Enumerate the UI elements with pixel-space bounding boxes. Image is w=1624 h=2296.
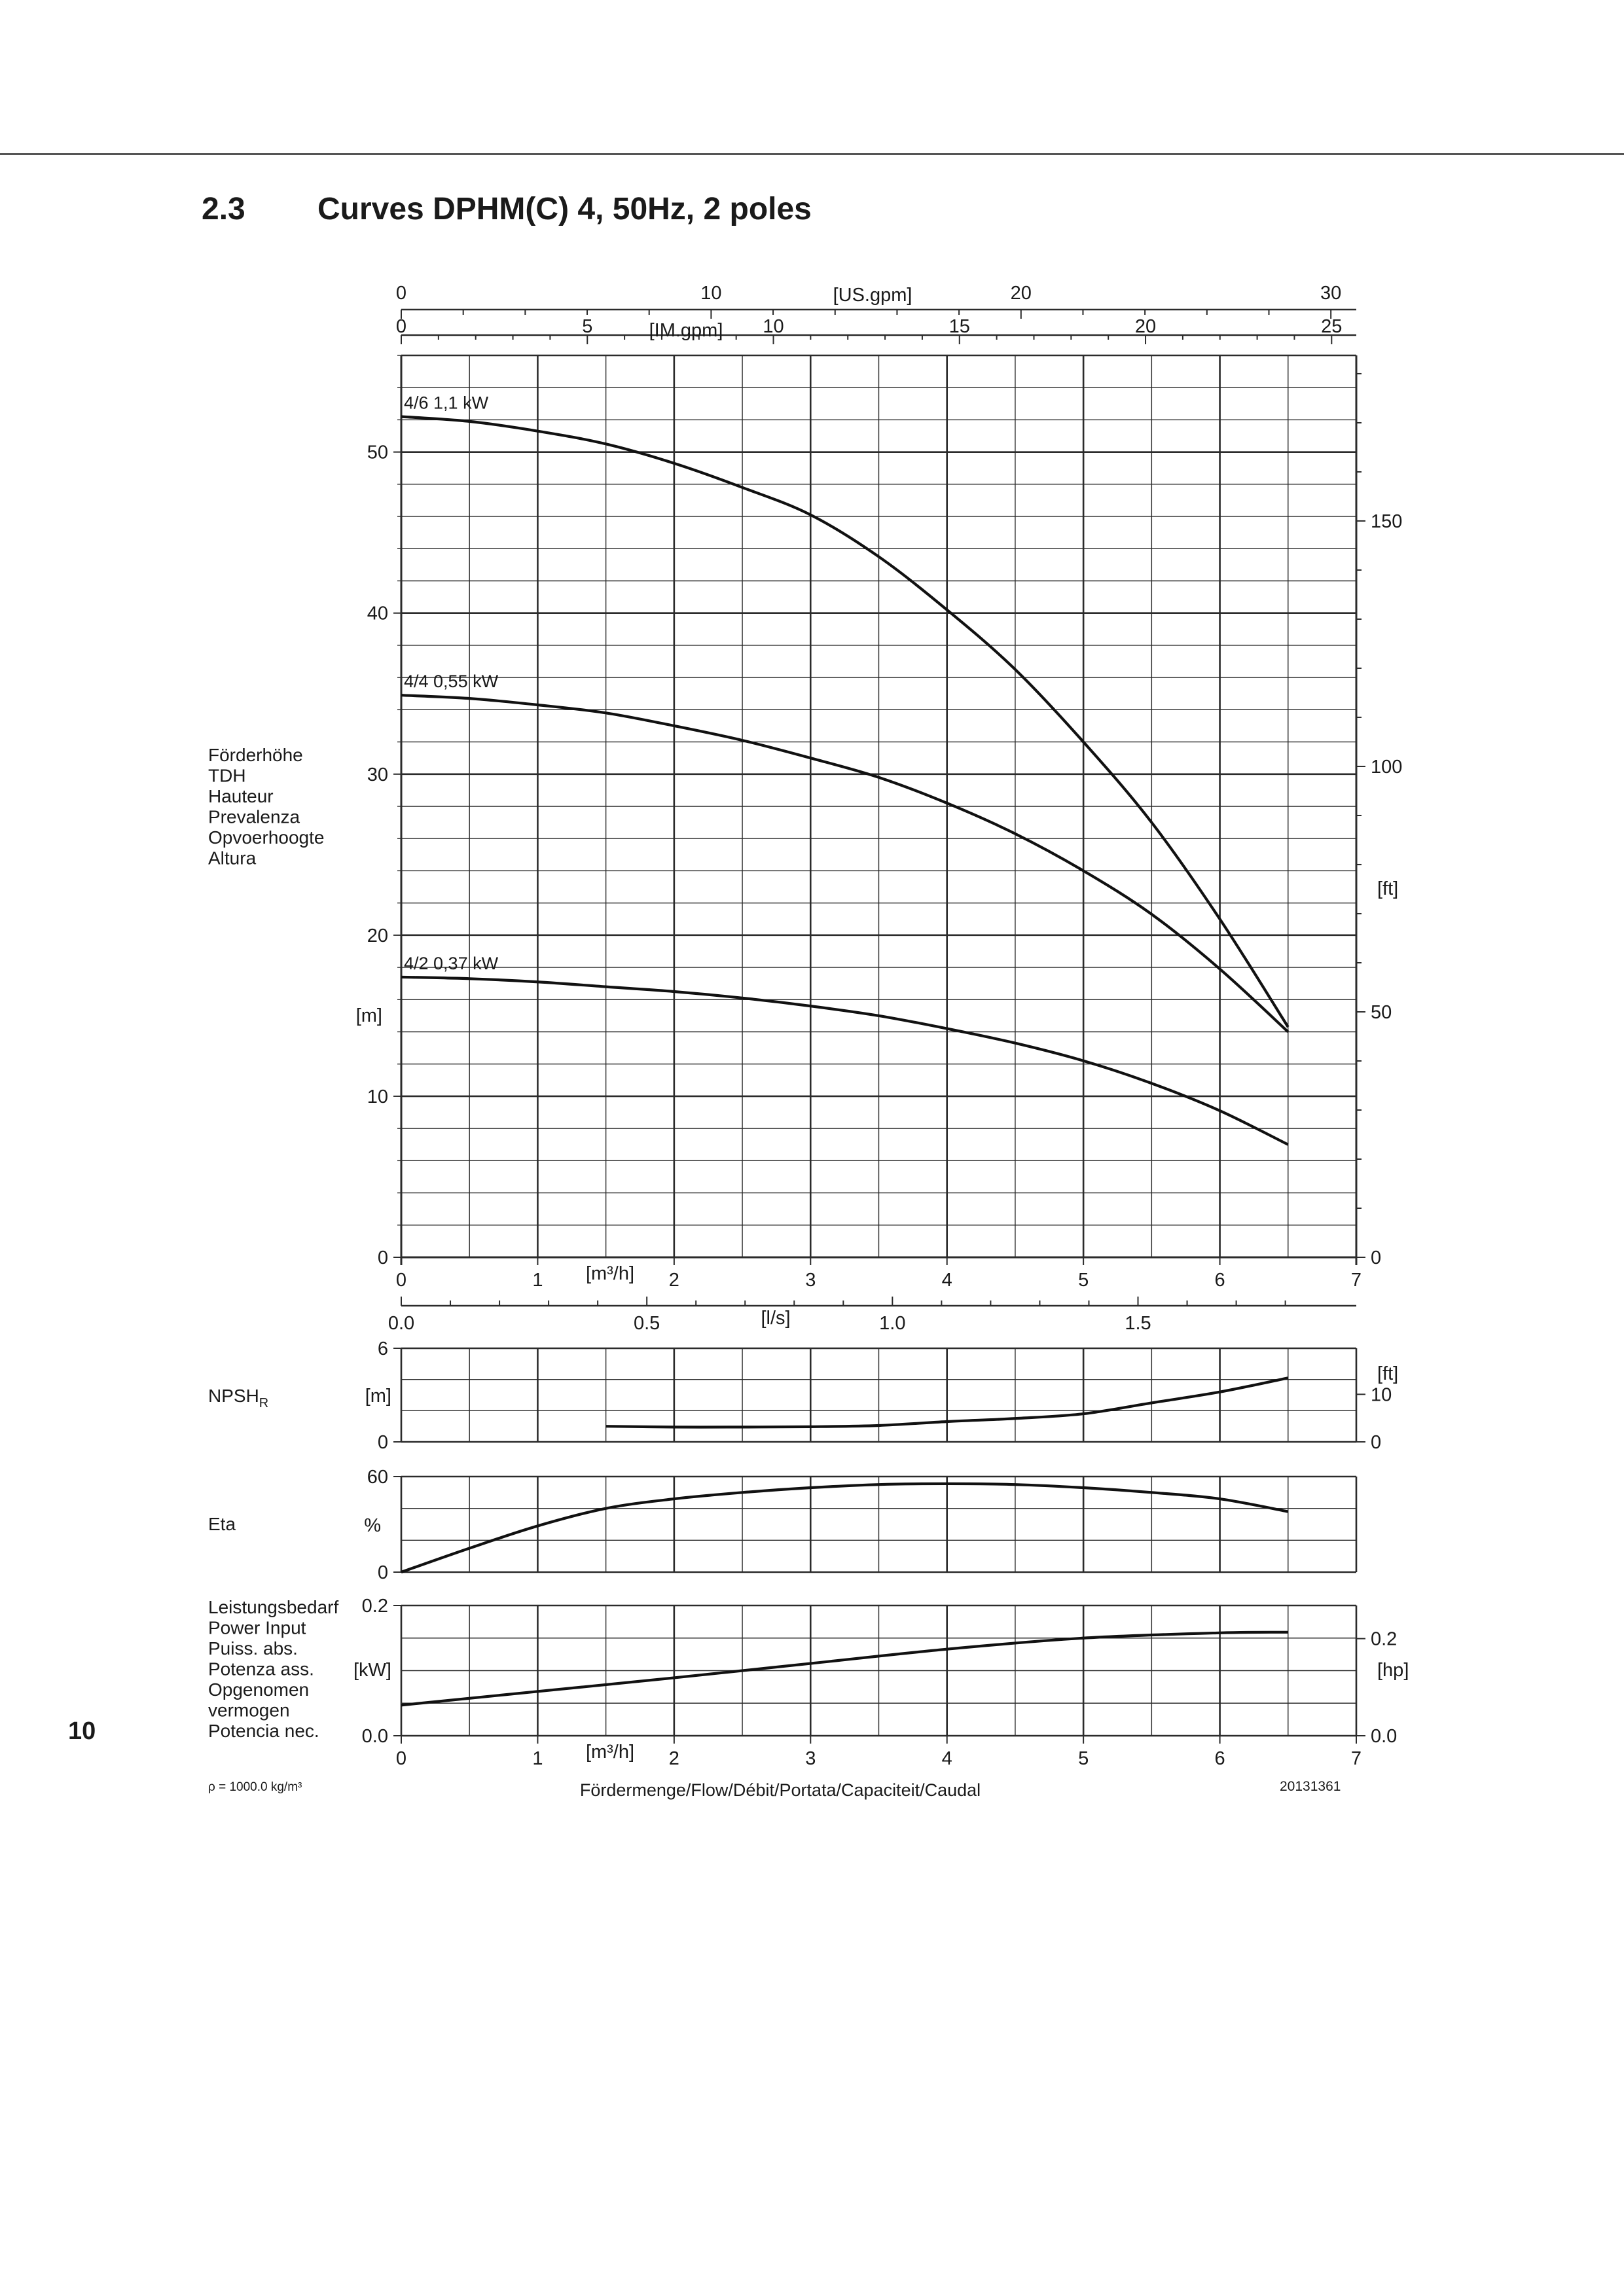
- head-right-tick-label: 100: [1371, 756, 1403, 778]
- x-tick-label: 3: [805, 1270, 816, 1291]
- ls-tick-label: 1.5: [1125, 1313, 1151, 1334]
- x-tick-label: 5: [1078, 1270, 1089, 1291]
- section-title: Curves DPHM(C) 4, 50Hz, 2 poles: [317, 192, 812, 226]
- x-tick-label: 5: [1078, 1748, 1089, 1769]
- page-number: 10: [68, 1717, 96, 1745]
- us-gpm-tick-label: 0: [395, 283, 407, 304]
- head-curve-label: 4/4 0,55 kW: [404, 672, 499, 692]
- ls-tick-label: 1.0: [879, 1313, 906, 1334]
- im-gpm-tick-label: 0: [395, 316, 407, 337]
- head-right-tick-label: 150: [1371, 511, 1403, 532]
- power-axis-label: Puiss. abs.: [208, 1638, 298, 1659]
- eta-axis-label: Eta: [208, 1514, 236, 1534]
- x-tick-label: 3: [805, 1748, 816, 1769]
- x-unit-label: [m³/h]: [585, 1742, 635, 1763]
- im-gpm-tick-label: 25: [1321, 316, 1343, 337]
- head-left-unit-label: [m]: [355, 1005, 382, 1026]
- x-tick-label: 0: [395, 1748, 407, 1769]
- x-tick-label: 0: [395, 1270, 407, 1291]
- head-axis-label: Opvoerhoogte: [208, 827, 325, 848]
- head-curve-label: 4/2 0,37 kW: [404, 953, 499, 973]
- us-gpm-tick-label: 30: [1320, 283, 1342, 304]
- power-y-tick-label: 0.2: [361, 1596, 388, 1617]
- density-note: ρ = 1000.0 kg/m³: [208, 1780, 302, 1794]
- power-curve: [401, 1632, 1288, 1705]
- eta-curve: [401, 1484, 1288, 1572]
- doc-id: 20131361: [1280, 1779, 1341, 1794]
- im-gpm-tick-label: 15: [948, 316, 970, 337]
- head-y-tick-label: 50: [367, 442, 388, 463]
- x-tick-label: 1: [532, 1270, 543, 1291]
- ls-tick-label: 0.5: [634, 1313, 660, 1334]
- x-tick-label: 6: [1214, 1270, 1225, 1291]
- power-right-tick-label: 0.2: [1371, 1628, 1398, 1650]
- im-gpm-tick-label: 5: [582, 316, 593, 337]
- im-gpm-tick-label: 20: [1134, 316, 1157, 337]
- x-tick-label: 2: [668, 1748, 679, 1769]
- head-y-tick-label: 30: [367, 764, 388, 785]
- x-tick-label: 6: [1214, 1748, 1225, 1769]
- power-right-tick-label: 0.0: [1371, 1726, 1398, 1747]
- head-axis-label: Förderhöhe: [208, 745, 303, 765]
- x-tick-label: 7: [1350, 1270, 1362, 1291]
- npsh-y-tick-label: 6: [377, 1338, 388, 1359]
- x-tick-label: 4: [941, 1748, 952, 1769]
- head-axis-label: Hauteur: [208, 786, 274, 806]
- npsh-right-unit-label: [ft]: [1377, 1363, 1399, 1384]
- power-right-unit-label: [hp]: [1377, 1660, 1409, 1681]
- npsh-right-tick-label: 0: [1371, 1432, 1382, 1453]
- flow-axis-label: Fördermenge/Flow/Débit/Portata/Capaciteit/Caudal: [579, 1780, 981, 1800]
- eta-y-tick-label: 60: [367, 1467, 388, 1488]
- head-y-tick-label: 0: [377, 1247, 388, 1268]
- head-y-tick-label: 10: [367, 1086, 388, 1107]
- power-axis-label: Power Input: [208, 1617, 306, 1638]
- head-right-tick-label: 0: [1371, 1247, 1382, 1268]
- head-axis-label: TDH: [208, 765, 246, 786]
- npsh-subscript: R: [259, 1396, 269, 1410]
- head-right-tick-label: 50: [1371, 1001, 1392, 1023]
- eta-left-unit-label: %: [364, 1515, 381, 1536]
- npsh-y-tick-label: 0: [377, 1432, 388, 1453]
- head-axis-label: Prevalenza: [208, 806, 300, 827]
- head-right-unit-label: [ft]: [1377, 878, 1399, 899]
- power-axis-label: Potenza ass.: [208, 1659, 314, 1679]
- power-axis-label: Leistungsbedarf: [208, 1597, 339, 1617]
- power-axis-label: Potencia nec.: [208, 1721, 319, 1741]
- im-gpm-tick-label: 10: [763, 316, 784, 337]
- x-tick-label: 4: [941, 1270, 952, 1291]
- npsh-axis-label: $NPSH_R$: [208, 1386, 269, 1410]
- x-tick-label: 1: [532, 1748, 543, 1769]
- ls-tick-label: 0.0: [388, 1313, 415, 1334]
- power-axis-label: vermogen: [208, 1700, 290, 1721]
- head-curve-label: 4/6 1,1 kW: [404, 393, 489, 413]
- eta-y-tick-label: 0: [377, 1562, 388, 1583]
- power-y-tick-label: 0.0: [361, 1726, 388, 1747]
- ls-unit-label: [l/s]: [761, 1308, 791, 1329]
- power-left-unit-label: [kW]: [353, 1660, 391, 1681]
- section-number: 2.3: [202, 192, 245, 226]
- us-gpm-tick-label: 10: [700, 283, 722, 304]
- x-tick-label: 7: [1350, 1748, 1362, 1769]
- head-y-tick-label: 20: [367, 925, 388, 946]
- im-gpm-unit-label: [IM.gpm]: [649, 320, 723, 341]
- us-gpm-unit-label: [US.gpm]: [833, 285, 912, 306]
- npsh-right-tick-label: 10: [1371, 1384, 1392, 1406]
- power-axis-label: Opgenomen: [208, 1679, 310, 1700]
- npsh-left-unit-label: [m]: [365, 1386, 391, 1407]
- head-y-tick-label: 40: [367, 603, 388, 624]
- us-gpm-tick-label: 20: [1010, 283, 1032, 304]
- x-unit-label: [m³/h]: [585, 1263, 635, 1284]
- head-axis-label: Altura: [208, 848, 257, 869]
- head-curve: [401, 977, 1288, 1145]
- x-tick-label: 2: [668, 1270, 679, 1291]
